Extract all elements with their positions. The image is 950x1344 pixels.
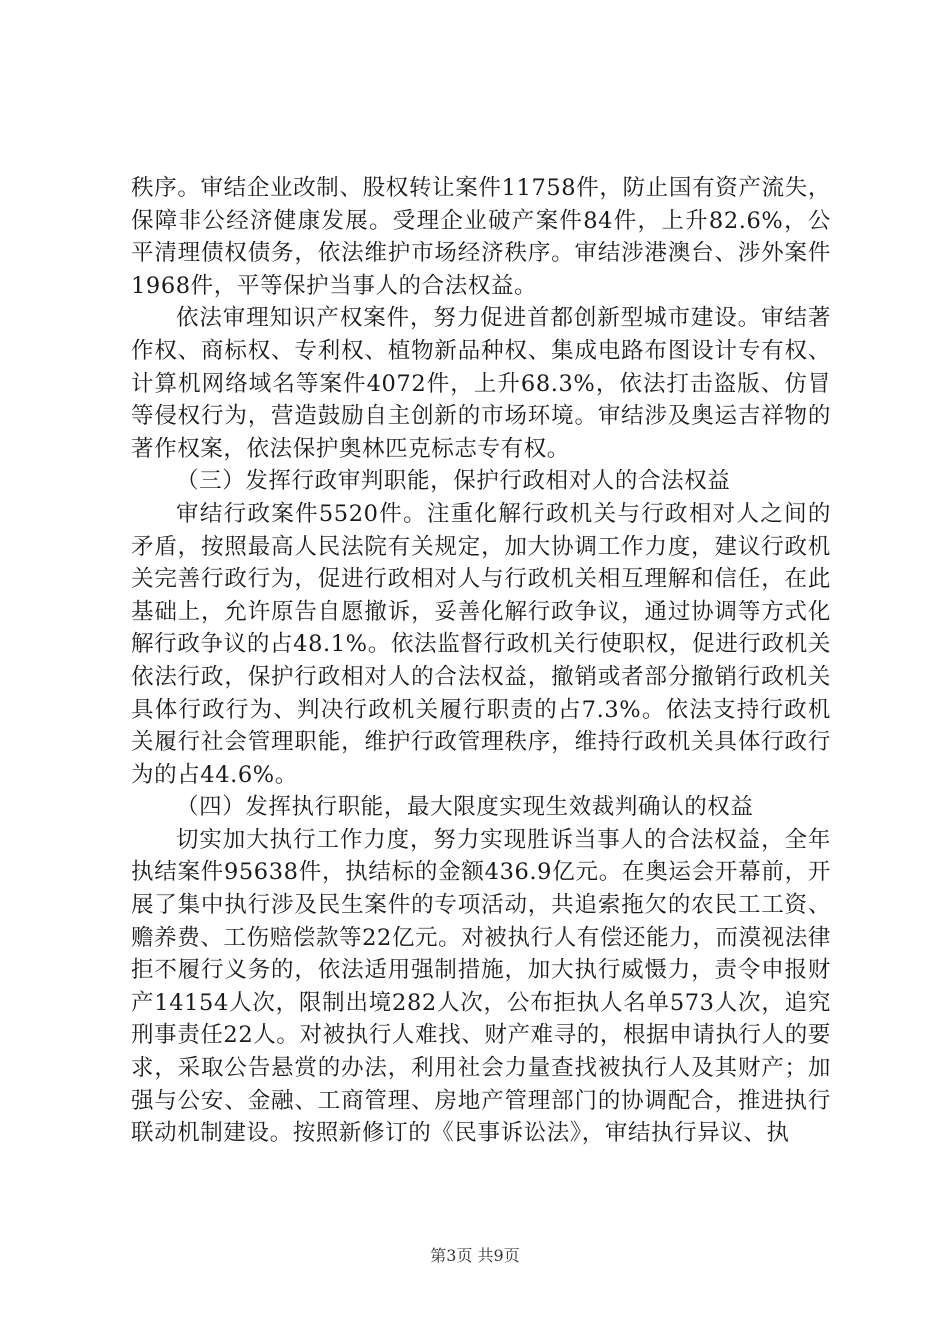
paragraph-continuation: 秩序。审结企业改制、股权转让案件11758件，防止国有资产流失，保障非公经济健康发展。受理企业破产案件84件，上升82.6%，公平清理债权债务，依法维护市场经济秩序。审结涉港澳台、涉外案件1968件，平等保护当事人的合法权益。 [131, 175, 831, 299]
document-body [131, 172, 831, 1150]
section-heading-administrative: （三）发挥行政审判职能，保护行政相对人的合法权益 [176, 468, 731, 495]
page-number-footer: 第3页 共9页 [430, 1246, 520, 1265]
paragraph-administrative-cases: 审结行政案件5520件。注重化解行政机关与行政相对人之间的矛盾，按照最高人民法院有关规定，加大协调工作力度，建议行政机关完善行政行为，促进行政相对人与行政机关相互理解和信任，在此基础上，允许原告自愿撤诉，妥善化解行政争议，通过协调等方式化解行政争议的占48.1%。依法监督行政机关行使职权，促进行政机关依法行政，保护行政相对人的合法权益，撤销或者部分撤销行政机关具体行政行为、判决行政机关履行职责的占7.3%。依法支持行政机关履行社会管理职能，维护行政管理秩序，维持行政机关具体行政行为的占44.6%。 [131, 500, 831, 788]
paragraph-intellectual-property: 依法审理知识产权案件，努力促进首都创新型城市建设。审结著作权、商标权、专利权、植物新品种权、集成电路布图设计专有权、计算机网络域名等案件4072件，上升68.3%，依法打击盗版、仿冒等侵权行为，营造鼓励自主创新的市场环境。审结涉及奥运吉祥物的著作权案，依法保护奥林匹克标志专有权。 [131, 305, 831, 462]
section-heading-enforcement: （四）发挥执行职能，最大限度实现生效裁判确认的权益 [176, 794, 754, 821]
paragraph-enforcement: 切实加大执行工作力度，努力实现胜诉当事人的合法权益，全年执结案件95638件，执结标的金额436.9亿元。在奥运会开幕前，开展了集中执行涉及民生案件的专项活动，共追索拖欠的农民工工资、赡养费、工伤赔偿款等22亿元。对被执行人有偿还能力，而漠视法律拒不履行义务的，依法适用强制措施，加大执行威慑力，责令申报财产14154人次，限制出境282人次，公布拒执人名单573人次，追究刑事责任22人。对被执行人难找、财产难寻的，根据申请执行人的要求，采取公告悬赏的办法，利用社会力量查找被执行人及其财产；加强与公安、金融、工商管理、房地产管理部门的协调配合，推进执行联动机制建设。按照新修订的《民事诉讼法》，审结执行异议、执 [131, 826, 831, 1147]
